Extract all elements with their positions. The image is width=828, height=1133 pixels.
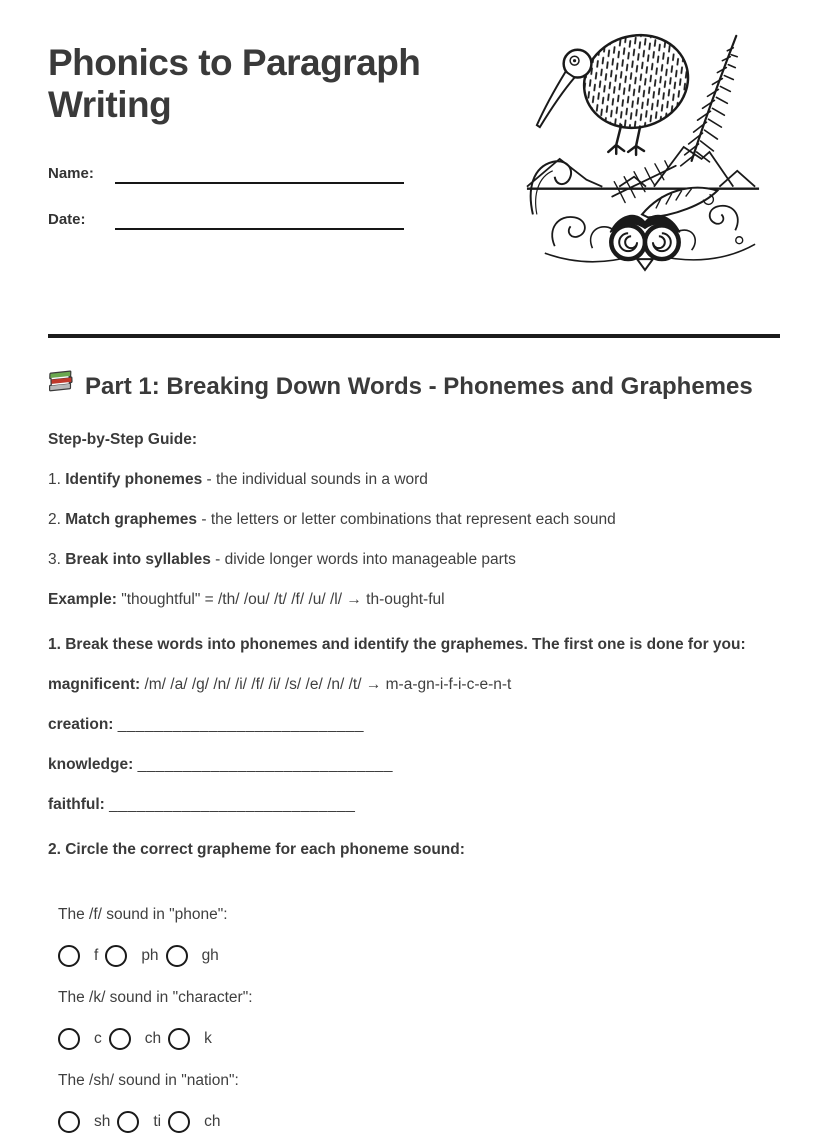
step-item-2: 2. Match graphemes - the letters or letter combinations that represent each sound (48, 511, 616, 528)
kiwi-illustration-svg (523, 20, 765, 268)
date-line[interactable] (115, 200, 404, 230)
option (58, 1028, 102, 1050)
option-label: ti (153, 1113, 162, 1130)
option-label: sh (94, 1113, 111, 1130)
option-circle[interactable] (166, 945, 188, 967)
option-label: c (94, 1030, 102, 1047)
part1-heading (48, 368, 780, 405)
option (117, 1111, 161, 1133)
blank-item-knowledge: knowledge: ____________________________ (48, 756, 393, 773)
question-block-1 (58, 904, 780, 967)
options-row (58, 945, 780, 967)
question-prompt: The /f/ sound in "phone": (58, 906, 228, 923)
solved-item: magnificent: /m/ /a/ /g/ /n/ /i/ /f/ /i/ /s/ /e/ /n/ /t/ → m-a-gn-i-f-i-c-e-n-t (48, 676, 512, 693)
step-item-1: 1. Identify phonemes - the individual sounds in a word (48, 471, 428, 488)
books-icon (48, 368, 76, 405)
large-fern (681, 36, 738, 166)
date-field-row (48, 200, 404, 230)
option-circle[interactable] (168, 1028, 190, 1050)
option-label: gh (201, 947, 219, 964)
question-prompt: The /sh/ sound in "nation": (58, 1072, 239, 1089)
option (166, 945, 219, 967)
page-title: Phonics to Paragraph Writing (48, 42, 421, 125)
options-row (58, 1028, 780, 1050)
part1-heading-text: Part 1: Breaking Down Words - Phonemes and Graphemes (85, 372, 753, 400)
kiwi-illustration (523, 20, 765, 268)
exercise2-questions (58, 904, 780, 1133)
options-row (58, 1111, 780, 1133)
option (168, 1028, 212, 1050)
option (58, 1111, 110, 1133)
section-divider (48, 334, 780, 338)
option-circle[interactable] (109, 1028, 131, 1050)
option-label: f (94, 947, 99, 964)
option (109, 1028, 161, 1050)
question-prompt: The /k/ sound in "character": (58, 989, 253, 1006)
creation-blank-line[interactable]: ___________________________ (117, 716, 365, 733)
faithful-blank-line[interactable]: ___________________________ (109, 796, 356, 813)
exercise2-instruction: 2. Circle the correct grapheme for each phoneme sound: (48, 841, 465, 858)
blank-item-creation: creation: ___________________________ (48, 716, 365, 733)
feather-motif (642, 188, 717, 218)
option-circle[interactable] (58, 1028, 80, 1050)
option-label: ch (204, 1113, 221, 1130)
option (58, 945, 98, 967)
exercise1-instruction: 1. Break these words into phonemes and identify the graphemes. The first one is done for you: (48, 636, 746, 653)
option-circle[interactable] (58, 1111, 80, 1133)
option-circle[interactable] (58, 945, 80, 967)
guide-label: Step-by-Step Guide: (48, 431, 197, 448)
option-label: ph (141, 947, 159, 964)
question-block-3 (58, 1070, 780, 1133)
owl-face (610, 216, 679, 270)
option (168, 1111, 220, 1133)
example-line: Example: "thoughtful" = /th/ /ou/ /t/ /f/ /u/ /l/ → th-ought-ful (48, 591, 445, 608)
knowledge-blank-line[interactable]: ____________________________ (137, 756, 393, 773)
name-line[interactable] (115, 154, 404, 184)
step-item-3: 3. Break into syllables - divide longer words into manageable parts (48, 551, 516, 568)
option-label: ch (144, 1030, 162, 1047)
option-circle[interactable] (168, 1111, 190, 1133)
kiwi-bird (537, 22, 700, 155)
date-label: Date: (48, 211, 86, 228)
name-field-row (48, 154, 404, 184)
blank-item-faithful: faithful: ___________________________ (48, 796, 356, 813)
question-block-2 (58, 987, 780, 1050)
option-circle[interactable] (105, 945, 127, 967)
option-circle[interactable] (117, 1111, 139, 1133)
option (105, 945, 158, 967)
option-label: k (204, 1030, 212, 1047)
name-label: Name: (48, 165, 94, 182)
